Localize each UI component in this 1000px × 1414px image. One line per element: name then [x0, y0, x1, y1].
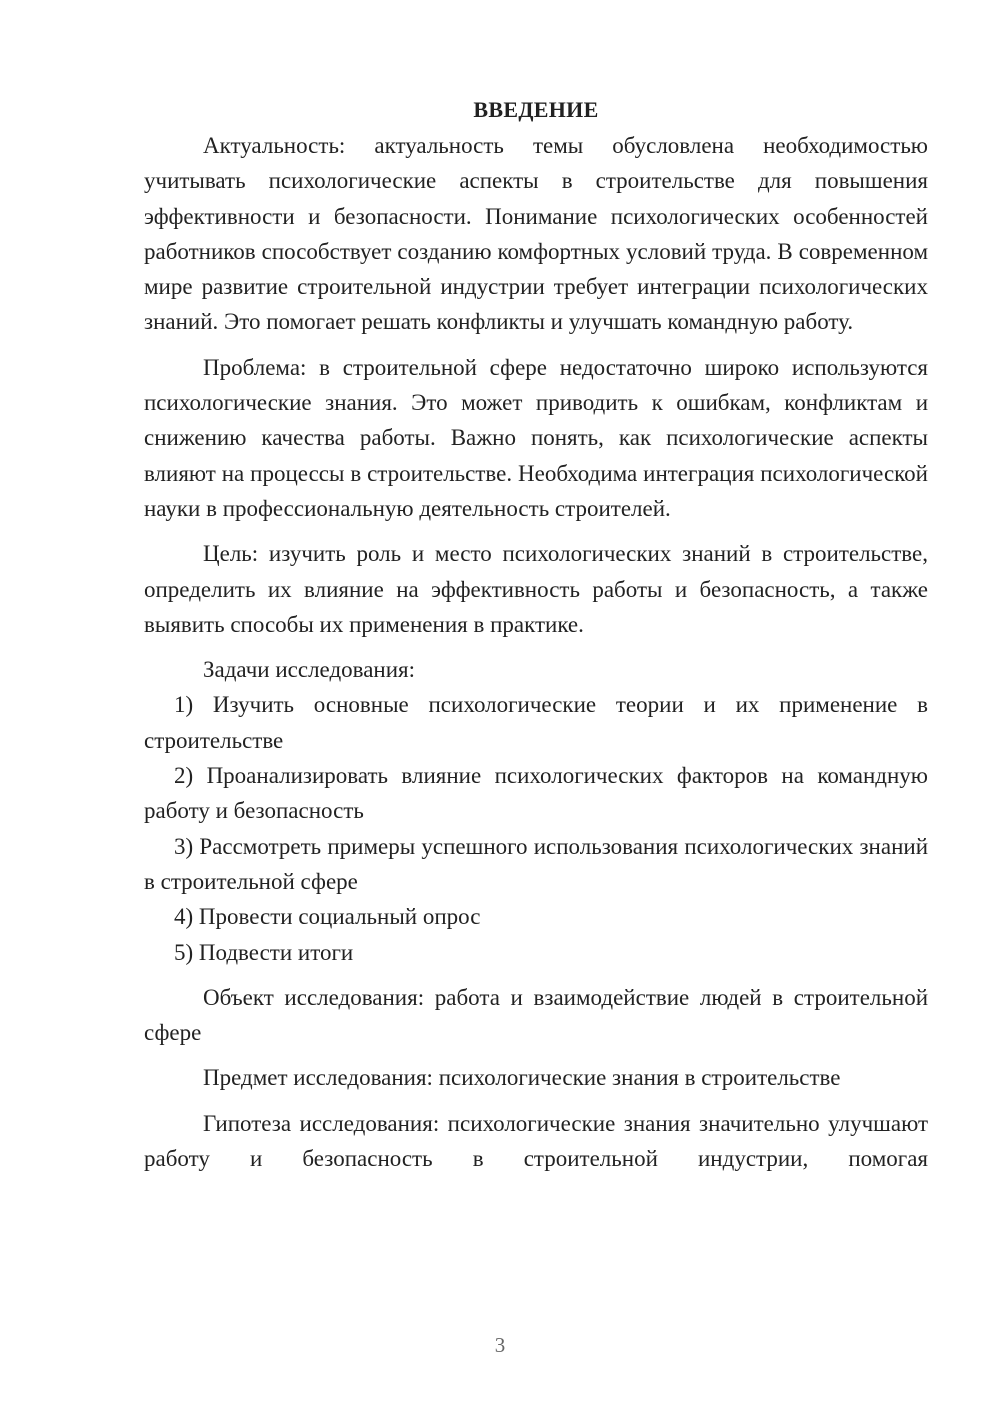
task-item-5: 5) Подвести итоги	[174, 939, 354, 965]
task-item-3: 3) Рассмотреть примеры успешного использования психологических знаний в строительной сфере	[144, 833, 928, 894]
task-item-2: 2) Проанализировать влияние психологических факторов на командную работу и безопасность	[144, 763, 928, 824]
goal-paragraph: Цель: изучить роль и место психологических знаний в строительстве, определить их влияние на эффективность работы и безопасность, а также выявить способы их применения в практике.	[144, 541, 928, 637]
tasks-heading: Задачи исследования:	[203, 657, 416, 683]
page-title: ВВЕДЕНИЕ	[473, 97, 599, 122]
problem-paragraph: Проблема: в строительной сфере недостаточно широко используются психологические знания. Это может приводить к ошибкам, конфликтам и снижению качества работы. Важно понять, как психологические аспекты влияют на процессы в строительстве. Необходима интеграция психологической науки в профессиональную деятельность строителей.	[144, 354, 928, 521]
page-number: 3	[494, 1333, 506, 1357]
task-item-1: 1) Изучить основные психологические теории и их применение в строительстве	[144, 692, 928, 753]
task-item-4: 4) Провести социальный опрос	[174, 904, 481, 930]
object-paragraph: Объект исследования: работа и взаимодействие людей в строительной сфере	[144, 984, 928, 1046]
document-page	[144, 92, 928, 1176]
subject-paragraph: Предмет исследования: психологические знания в строительстве	[203, 1065, 841, 1091]
hypothesis-paragraph: Гипотеза исследования: психологические знания значительно улучшают работу и безопасность в строительной индустрии, помогая	[144, 1110, 928, 1172]
relevance-paragraph: Актуальность: актуальность темы обусловлена необходимостью учитывать психологические аспекты в строительстве для повышения эффективности и безопасности. Понимание психологических особенностей работников способствует созданию комфортных условий труда. В современном мире развитие строительной индустрии требует интеграции психологических знаний. Это помогает решать конфликты и улучшать командную работу.	[144, 133, 928, 335]
